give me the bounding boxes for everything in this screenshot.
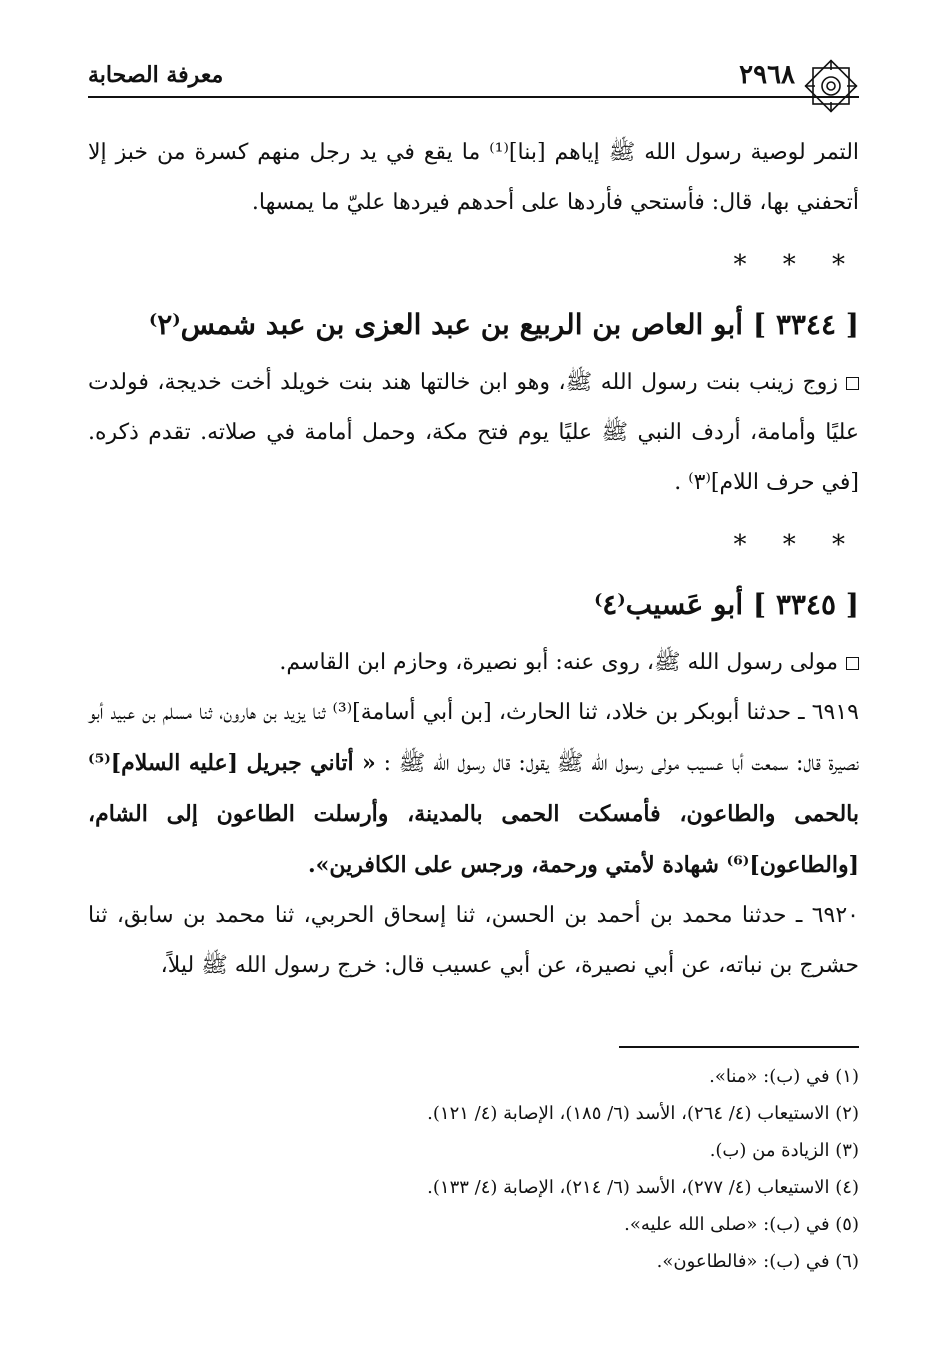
- running-title: معرفة الصحابة: [88, 62, 224, 88]
- entry-3345-text: مولى رسول الله ﷺ، روى عنه: أبو نصيرة، وحازم ابن القاسم.: [279, 650, 838, 675]
- entry-3345-bio: [88, 638, 859, 688]
- hadith-6919-isnad: ٦٩١٩ ـ حدثنا أبوبكر بن خلاد، ثنا الحارث، [بن أبي أسامة]⁽³⁾ ثنا يزيد بن هارون، ثنا مسلم بن عبيد أبو نصيرة قال: سمعت أبا عسيب مولى رسول الله ﷺ يقول: قال رسول الله ﷺ :: [88, 700, 859, 776]
- header-rule: [88, 96, 859, 98]
- square-bullet-icon: [846, 377, 859, 390]
- footnote-1: (١) في (ب): «منا».: [709, 1066, 859, 1087]
- footnote-4: (٤) الاستيعاب (٤/ ٢٧٧)، الأسد (٦/ ٢١٤)، الإصابة (٤/ ١٣٣).: [427, 1177, 859, 1198]
- entry-3344-text: زوج زينب بنت رسول الله ﷺ، وهو ابن خالتها هند بنت خويلد أخت خديجة، فولدت عليًا وأمامة، أردف النبي ﷺ عليًا يوم فتح مكة، وحمل أمامة في صلاته. تقدم ذكره. [في حرف اللام]⁽٣⁾ .: [88, 370, 859, 495]
- footnotes: [88, 1058, 859, 1280]
- footnote-5: (٥) في (ب): «صلى الله عليه».: [624, 1214, 859, 1235]
- paragraph-continuation: التمر لوصية رسول الله ﷺ إياهم [بنا]⁽¹⁾ ما يقع في يد رجل منهم كسرة من خبز إلا أتحفني بها، قال: فأستحي فأردها على أحدهم فيردها عليّ ما يمسها.: [88, 140, 860, 215]
- footnote-2: (٢) الاستيعاب (٤/ ٢٦٤)، الأسد (٦/ ١٨٥)، الإصابة (٤/ ١٢١).: [427, 1103, 859, 1124]
- hadith-6920: ٦٩٢٠ ـ حدثنا محمد بن أحمد بن الحسن، ثنا إسحاق الحربي، ثنا محمد بن سابق، ثنا حشرج بن نباته، عن أبي نصيرة، عن أبي عسيب قال: خرج رسول الله ﷺ ليلاً،: [88, 903, 859, 978]
- hadith-6919: [88, 688, 859, 891]
- footnote-rule: [619, 1046, 859, 1048]
- square-bullet-icon: [846, 657, 859, 670]
- entry-title-3345: [ ٣٣٤٥ ] أبو عَسيب⁽٤⁾: [593, 588, 859, 621]
- entry-3344-bio: [88, 358, 859, 508]
- entry-title-3344: [ ٣٣٤٤ ] أبو العاص بن الربيع بن عبد العزى بن عبد شمس⁽٢⁾: [148, 308, 859, 341]
- octagram-ornament-icon: [803, 58, 859, 114]
- page-number: ٢٩٦٨: [739, 60, 795, 90]
- section-separator: * * *: [733, 530, 859, 560]
- hadith-6919-matn: « أتاني جبريل [عليه السلام]⁽⁵⁾ بالحمى والطاعون، فأمسكت الحمى بالمدينة، وأرسلت الطاعون إلى الشام، [والطاعون]⁽⁶⁾ شهادة لأمتي ورحمة، ورجس على الكافرين».: [88, 750, 859, 878]
- main-text: [88, 128, 859, 991]
- footnote-6: (٦) في (ب): «فالطاعون».: [656, 1251, 859, 1272]
- footnote-3: (٣) الزيادة من (ب).: [709, 1140, 859, 1161]
- section-separator: * * *: [733, 250, 859, 280]
